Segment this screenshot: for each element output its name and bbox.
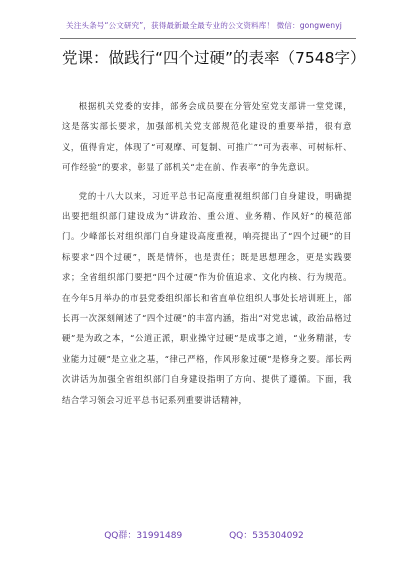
- footer-contact: [0, 528, 408, 541]
- document-body: [62, 96, 352, 418]
- footer-qq: QQ：535304092: [229, 531, 304, 541]
- header-banner: 关注头条号“公文研究”，获得最新最全最专业的公文资料库！ 微信：gongwenyj: [66, 21, 342, 30]
- body-paragraph: 根据机关党委的安排，部务会成员要在分管处室党支部讲一堂党课，这是落实部长要求，加强部机关党支部规范化建设的重要举措，很有意义，值得肯定，体现了“可观摩、可复制、可推广”“可为表率、可树标杆、可作经验”的要求，彰显了部机关“走在前、作表率”的争先意识。: [62, 101, 352, 173]
- header-divider: [60, 38, 356, 39]
- document-title: 党课：做践行“四个过硬”的表率（7548字）: [62, 49, 366, 67]
- body-paragraph: 党的十八大以来，习近平总书记高度重视组织部门自身建设，明确提出要把组织部门建设成为“讲政治、重公道、业务精、作风好”的模范部门。少峰部长对组织部门自身建设高度重视，响亮提出了“四个过硬”的目标要求“四个过硬”，既是情怀，也是责任；既是思想理念，更是实践要求；全省组织部门要把“四个过硬”作为价值追求、文化内核、行为规范。在今年5月举办的市县党委组织部长和省直单位组织人事处长培训班上，部长再一次深刻阐述了“四个过硬”的丰富内涵，指出“对党忠诚，政治品格过硬”是为政之本，“公道正派，职业操守过硬”是成事之道，“业务精湛，专业能力过硬”是立业之基，“律己严格，作风形象过硬”是修身之要。部长两次讲话为加强全省组织部门自身建设指明了方向、提供了遵循。下面，我结合学习领会习近平总书记系列重要讲话精神，: [62, 190, 352, 405]
- footer-qq-group: QQ群：31991489: [104, 531, 183, 541]
